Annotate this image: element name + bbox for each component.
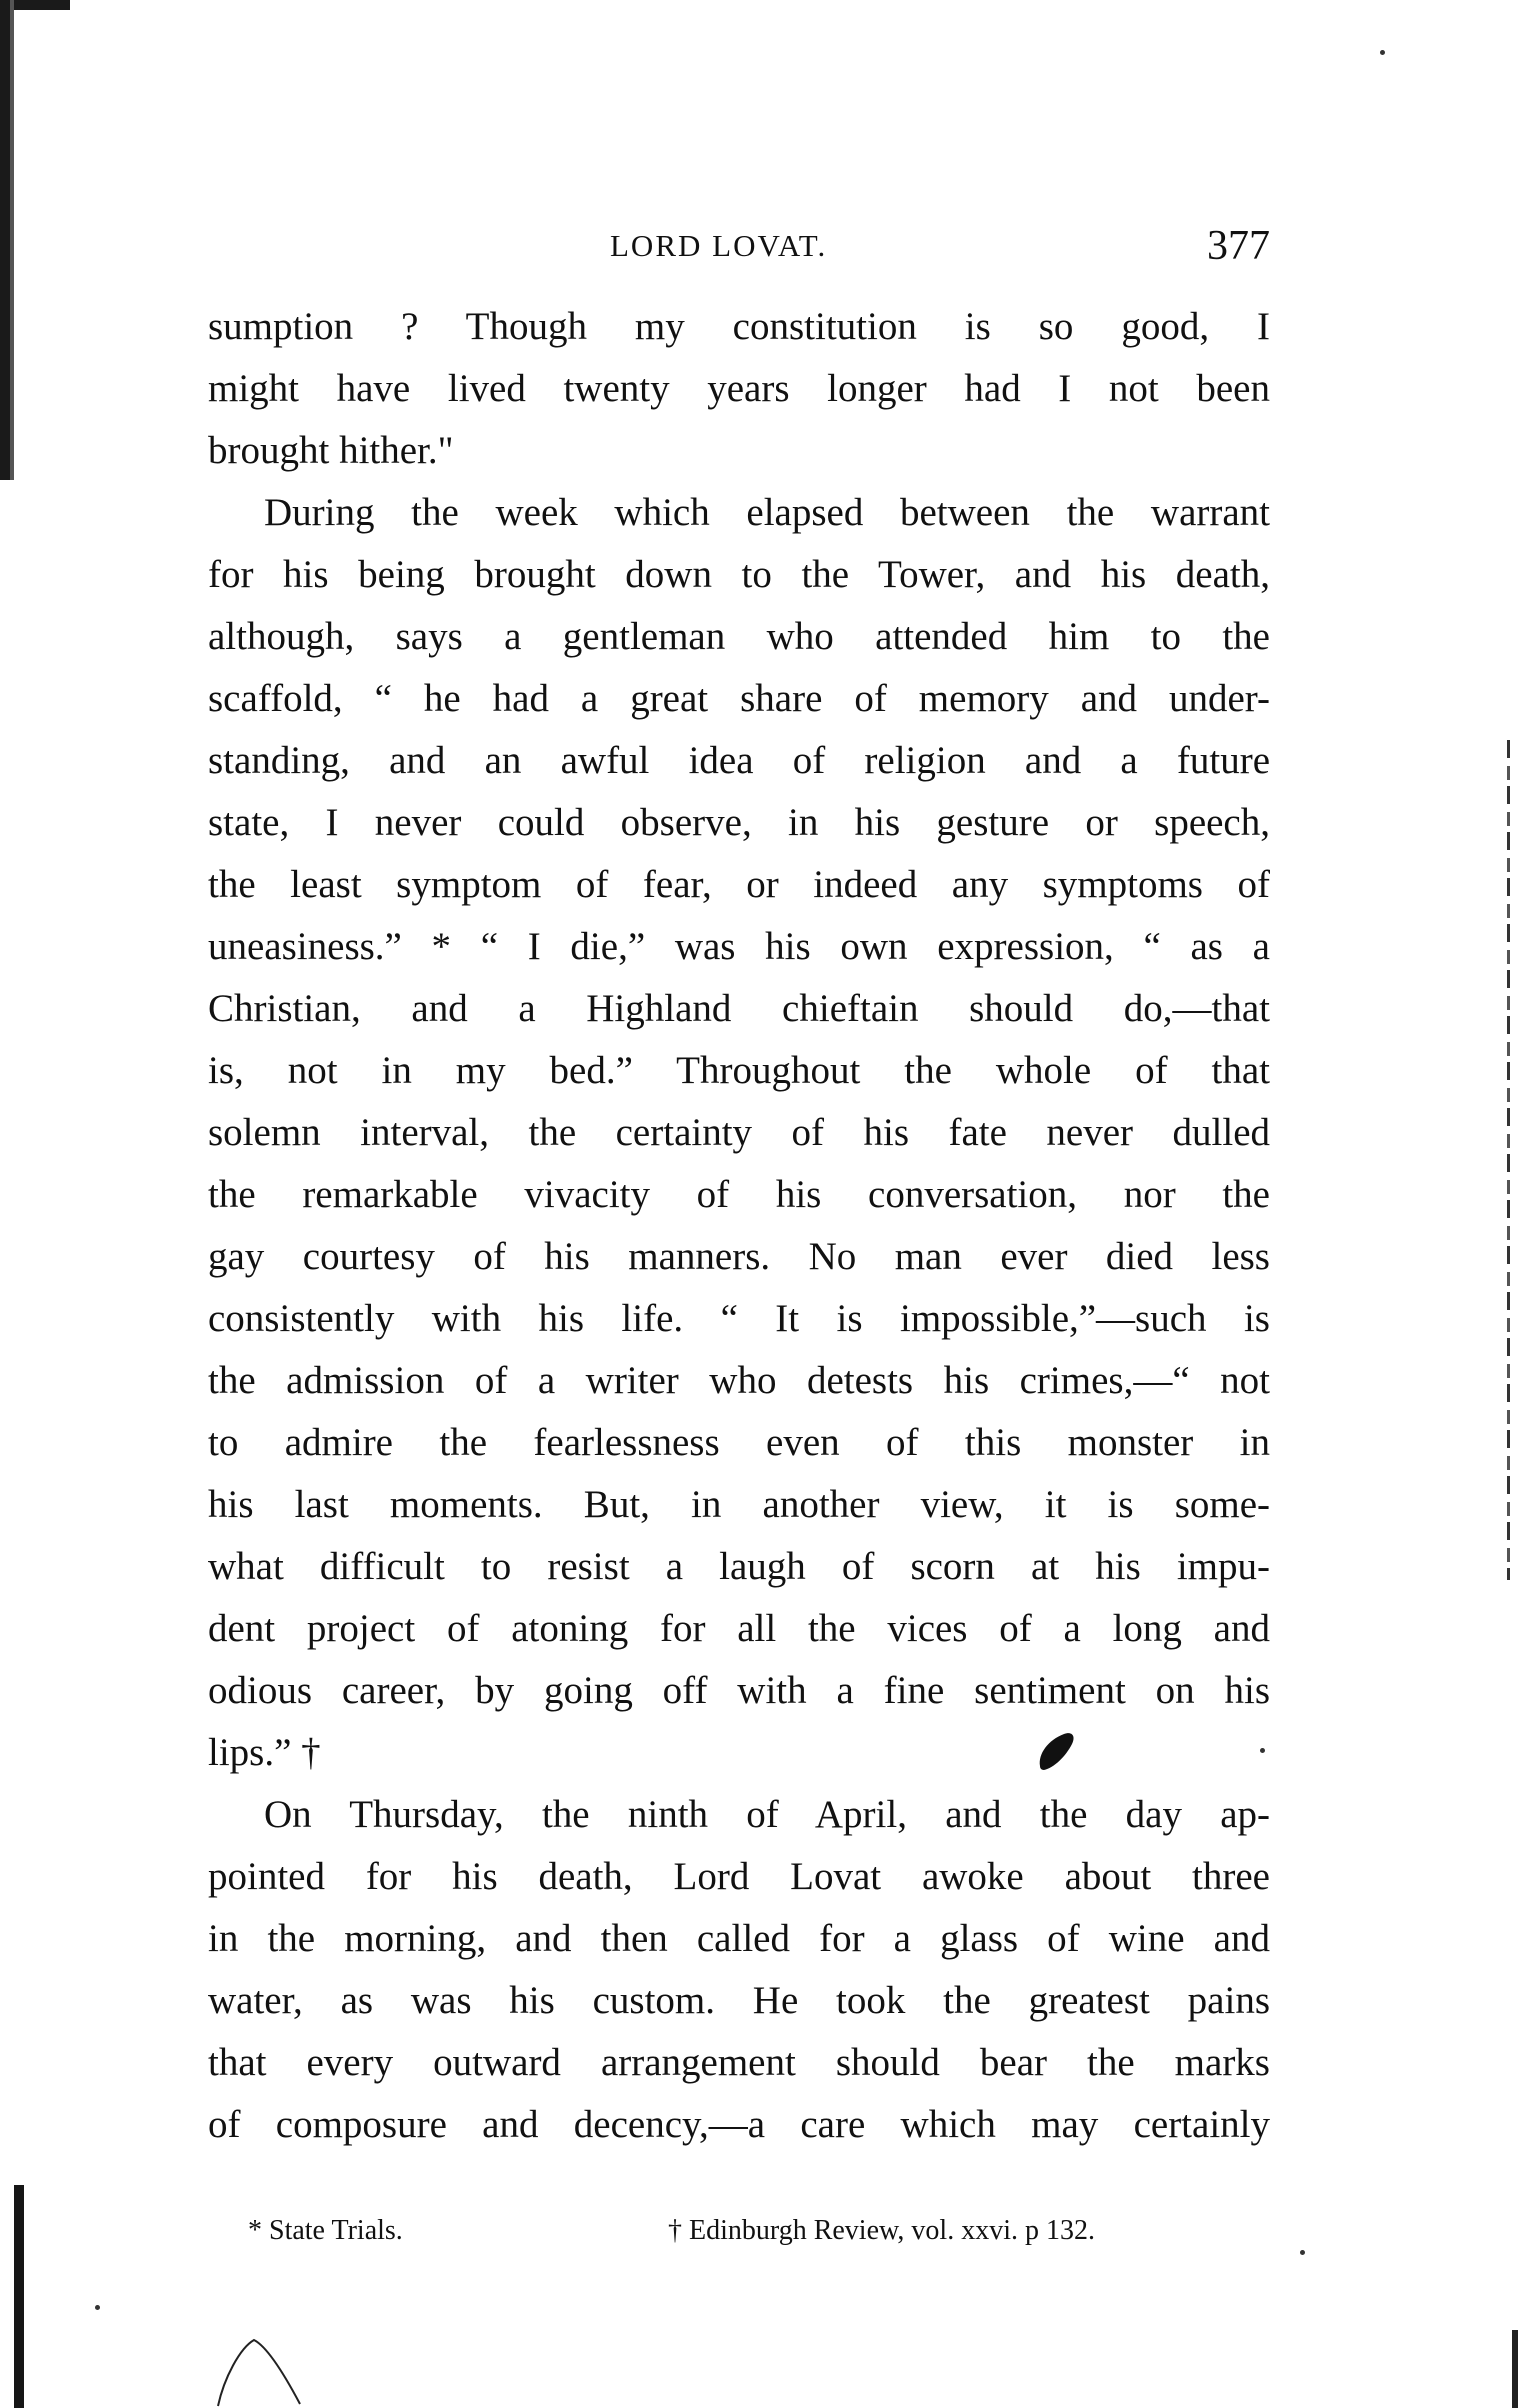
- footnotes: [248, 2215, 1240, 2265]
- text-line: sumption ? Though my constitution is so good, I: [208, 305, 1270, 348]
- page-edge-left: [0, 0, 22, 480]
- text-line: state, I never could observe, in his gesture or speech,: [208, 801, 1270, 844]
- text-line: uneasiness.” * “ I die,” was his own expression, “ as a: [208, 925, 1270, 968]
- ink-blot-mark: [1034, 1728, 1078, 1772]
- text-line: standing, and an awful idea of religion and a future: [208, 739, 1270, 782]
- text-line: for his being brought down to the Tower, and his death,: [208, 553, 1270, 596]
- text-line: that every outward arrangement should bear the marks: [208, 2041, 1270, 2084]
- text-line: of composure and decency,—a care which may certainly: [208, 2103, 1270, 2146]
- scan-speck: [1260, 1748, 1265, 1753]
- text-line: is, not in my bed.” Throughout the whole of that: [208, 1049, 1270, 1092]
- text-line: Christian, and a Highland chieftain should do,—that: [208, 987, 1270, 1030]
- text-line: dent project of atoning for all the vices of a long and: [208, 1607, 1270, 1650]
- text-line: the remarkable vivacity of his conversation, nor the: [208, 1173, 1270, 1216]
- scan-speck: [1380, 50, 1385, 55]
- page-edge-right: [1507, 740, 1510, 1580]
- paragraph-start-line: On Thursday, the ninth of April, and the day ap-: [264, 1793, 1270, 1836]
- text-line: gay courtesy of his manners. No man ever died less: [208, 1235, 1270, 1278]
- page-number: 377: [1207, 223, 1270, 269]
- running-head-title: LORD LOVAT.: [610, 228, 828, 263]
- text-line: water, as was his custom. He took the greatest pains: [208, 1979, 1270, 2022]
- scan-speck: [1300, 2250, 1305, 2255]
- text-line: his last moments. But, in another view, it is some-: [208, 1483, 1270, 1526]
- body-text: [208, 296, 1270, 2156]
- text-line: odious career, by going off with a fine sentiment on his: [208, 1669, 1270, 1712]
- text-line: the admission of a writer who detests his crimes,—“ not: [208, 1359, 1270, 1402]
- text-line: scaffold, “ he had a great share of memory and under-: [208, 677, 1270, 720]
- text-line: what difficult to resist a laugh of scorn at his impu-: [208, 1545, 1270, 1588]
- text-line: consistently with his life. “ It is impossible,”—such is: [208, 1297, 1270, 1340]
- text-line: brought hither.": [208, 429, 454, 472]
- scan-speck: [95, 2305, 100, 2310]
- text-line: lips.” †: [208, 1731, 321, 1774]
- text-line: in the morning, and then called for a glass of wine and: [208, 1917, 1270, 1960]
- page-edge-left-bottom: [14, 2185, 24, 2408]
- text-line: might have lived twenty years longer had I not been: [208, 367, 1270, 410]
- running-head: [210, 222, 1270, 282]
- text-line: to admire the fearlessness even of this monster in: [208, 1421, 1270, 1464]
- paragraph-start-line: During the week which elapsed between the warrant: [264, 491, 1270, 534]
- text-line: although, says a gentleman who attended him to the: [208, 615, 1270, 658]
- footnote-state-trials: * State Trials.: [248, 2215, 403, 2246]
- stray-pen-mark: [210, 2318, 310, 2408]
- footnote-edinburgh-review: † Edinburgh Review, vol. xxvi. p 132.: [668, 2215, 1095, 2246]
- text-line: pointed for his death, Lord Lovat awoke about three: [208, 1855, 1270, 1898]
- page-edge-right-bottom: [1512, 2330, 1518, 2408]
- text-line: the least symptom of fear, or indeed any symptoms of: [208, 863, 1270, 906]
- text-line: solemn interval, the certainty of his fate never dulled: [208, 1111, 1270, 1154]
